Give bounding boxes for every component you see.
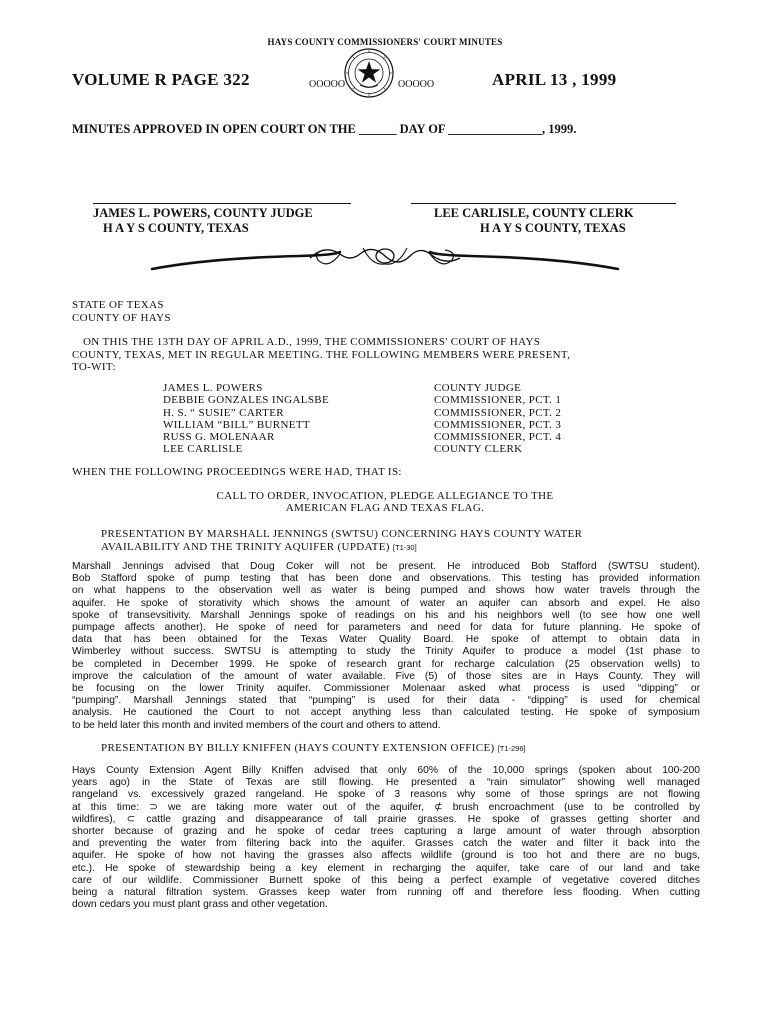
body-line: Hays County Extension Agent Billy Kniffen advised that only 60% of the 10,000 springs (spoken about 100-200	[72, 765, 700, 776]
running-head: HAYS COUNTY COMMISSIONERS' COURT MINUTES	[267, 37, 503, 47]
proceedings-intro: WHEN THE FOLLOWING PROCEEDINGS WERE HAD, THAT IS:	[72, 466, 402, 478]
body-line: years ago) in the State of Texas are still flowing. He presented a “rain simulator” showing well managed	[72, 777, 700, 789]
member-title: COUNTY JUDGE	[434, 382, 522, 394]
body-line: aquifer. He spoke of how not having the grasses also affects wildlife (ground is too hot and there are no bugs,	[72, 850, 700, 862]
body-line: “pumping”. Marshall Jennings stated that “pumping” is used for their data - “dipping” is used for chemical	[72, 695, 700, 707]
body-line: rangeland vs. excessively grazed rangeland. He spoke of 3 reasons why some of those springs are not flowing	[72, 789, 700, 801]
item2-heading-text: PRESENTATION BY BILLY KNIFFEN (HAYS COUNTY EXTENSION OFFICE)	[101, 742, 495, 754]
judge-name: JAMES L. POWERS, COUNTY JUDGE	[93, 206, 313, 220]
body-line: wildfires), ⊂ cattle grazing and disappearance of tall prairie grasses. He spoke of grasses getting shorter and	[72, 813, 700, 825]
member-name: JAMES L. POWERS	[163, 382, 263, 394]
item2-body	[72, 765, 700, 911]
member-title: COMMISSIONER, PCT. 4	[434, 431, 562, 444]
clerk-county: H A Y S COUNTY, TEXAS	[480, 221, 626, 235]
meeting-date: APRIL 13 , 1999	[492, 70, 617, 89]
body-line: spoke of transevsitivity. Marshall Jennings spoke of readings on his and his neighbors well (to see how one well	[72, 609, 700, 621]
decorative-flourish-icon	[150, 240, 620, 276]
item1-heading-text: AVAILABILITY AND THE TRINITY AQUIFER (UPDATE)	[101, 541, 390, 553]
call-to-order-line-1: CALL TO ORDER, INVOCATION, PLEDGE ALLEGIANCE TO THE	[216, 490, 554, 502]
judge-signature-line	[93, 203, 351, 204]
body-line: pumpage affects another). He spoke of need for parameters and need for data for future planning. He spoke of	[72, 622, 700, 634]
member-name: LEE CARLISLE	[163, 443, 243, 456]
item1-heading-line-1: PRESENTATION BY MARSHALL JENNINGS (SWTSU) CONCERNING HAYS COUNTY WATER	[101, 528, 583, 540]
body-line: to be held later this month and invited members of the court and others to attend.	[72, 719, 441, 731]
body-line: etc.). He spoke of stewardship being a key element in recharging the aquifer, take care of our land and take	[72, 862, 700, 874]
body-line: shorter because of grazing and he spoke of cedar trees capturing a large amount of water through absorption	[72, 826, 700, 838]
judge-signature-block	[93, 206, 313, 236]
member-name: WILLIAM “BILL” BURNETT	[163, 418, 310, 431]
member-name: H. S. “ SUSIE” CARTER	[163, 406, 284, 419]
body-line: at this time: ⊃ we are taking more water out of the aquifer, ⊄ brush encroachment (use to be controlled by	[72, 801, 700, 813]
member-name: DEBBIE GONZALES INGALSBE	[163, 394, 330, 407]
item1-heading-line-2	[101, 541, 417, 555]
venue-county: COUNTY OF HAYS	[72, 312, 171, 324]
body-line: Marshall Jennings advised that Doug Coker will not be present. He introduced Bob Stafford (SWTSU student).	[72, 561, 700, 572]
member-title: COUNTY CLERK	[434, 443, 523, 456]
judge-county: H A Y S COUNTY, TEXAS	[103, 221, 249, 235]
item2-tape-tag: [T1-296]	[497, 744, 526, 753]
right-ornament: OOOOO	[398, 79, 435, 90]
item1-tape-tag: [T1-30]	[392, 543, 417, 552]
member-name: RUSS G. MOLENAAR	[163, 431, 275, 444]
body-line: being a natural filtration system. Grasses keep water from running off and therefore less flooding. When cutting	[72, 887, 700, 899]
item1-body	[72, 561, 700, 732]
call-to-order-line-2: AMERICAN FLAG AND TEXAS FLAG.	[285, 502, 485, 514]
member-title: COMMISSIONER, PCT. 2	[434, 406, 562, 419]
volume-page-label: VOLUME R PAGE 322	[72, 70, 250, 89]
members-names	[163, 382, 329, 456]
body-line: on what happens to the observation well as water is being pumped and shows how water travels through the	[72, 585, 700, 597]
left-ornament: OOOOO	[309, 79, 346, 90]
body-line: aquifer. He spoke of storativity which shows the amount of water an aquifer can absorb and expel. He also	[72, 597, 700, 609]
member-title: COMMISSIONER, PCT. 1	[434, 394, 562, 407]
body-line: Bob Stafford spoke of pump testing that has been done and observations. This testing has provided information	[72, 573, 700, 585]
opening-line-2: COUNTY, TEXAS, MET IN REGULAR MEETING. THE FOLLOWING MEMBERS WERE PRESENT,	[72, 349, 571, 361]
body-line: and preventing the water from filtering back into the aquifer. Grasses catch the water and filter it back into the	[72, 838, 700, 850]
body-line: Wimberley without success. SWTSU is attempting to study the Trinity Aquifer to produce a model (1st phase to	[72, 646, 700, 658]
body-line: be completed in December 1999. He spoke of research grant for recharge calculation (25 observation wells) to	[72, 658, 700, 670]
body-line: analysis. He cautioned the Court to not accept anything less than calculated testing. He spoke of symposium	[72, 707, 700, 719]
venue-state: STATE OF TEXAS	[72, 299, 164, 311]
clerk-signature-line	[411, 203, 676, 204]
opening-line-3: TO-WIT:	[72, 361, 116, 373]
item2-heading	[101, 742, 526, 756]
body-line: care of our wildlife. Commissioner Burnett spoke of this being a perfect example of vegetative covered ditches	[72, 874, 700, 886]
county-seal-icon	[343, 47, 395, 99]
body-line: be focusing on the lower Trinity aquifer. Commissioner Molenaar asked what process is used “dipping” or	[72, 683, 700, 695]
members-titles	[434, 382, 561, 456]
approval-line: MINUTES APPROVED IN OPEN COURT ON THE ______ DAY OF _______________, 1999.	[72, 122, 577, 136]
body-line: down cedars you must plant grass and other vegetation.	[72, 899, 328, 911]
body-line: improve the calculation of the amount of water available. Five (5) of those sites are in Hays County. They will	[72, 670, 700, 682]
body-line: data that has been obtained for the Texas Water Quality Board. He spoke of attempt to obtain data in	[72, 634, 700, 646]
member-title: COMMISSIONER, PCT. 3	[434, 418, 562, 431]
clerk-signature-block	[434, 206, 634, 236]
clerk-name: LEE CARLISLE, COUNTY CLERK	[434, 206, 634, 220]
opening-line-1: ON THIS THE 13TH DAY OF APRIL A.D., 1999, THE COMMISSIONERS' COURT OF HAYS	[83, 336, 541, 348]
